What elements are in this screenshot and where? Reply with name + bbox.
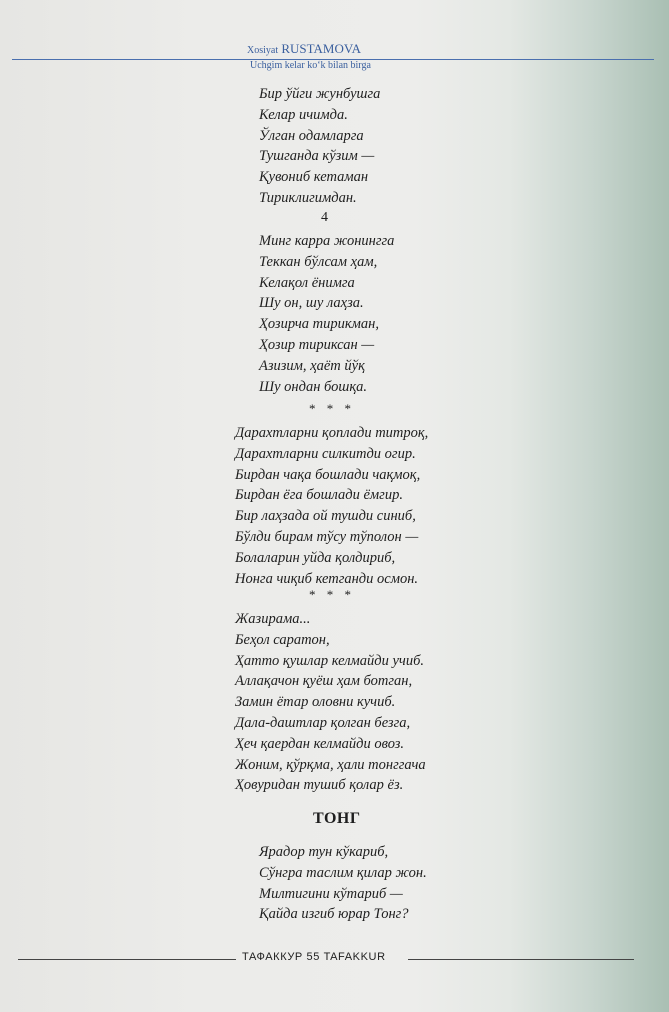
stanza-4 [235, 609, 426, 796]
section-number: 4 [321, 210, 328, 225]
stanza-3 [235, 423, 428, 589]
poem-line: Азизим, ҳаёт йўқ [259, 357, 365, 374]
poem-line: Дарахтларни қоплади титроқ, [235, 425, 429, 441]
poem-line: Ҳеч қаердан келмайди овоз. [235, 735, 405, 752]
poem-line: Аллақачон қуёш ҳам ботган, [235, 673, 413, 690]
poem-line: Тушганда кўзим — [259, 148, 375, 165]
poem-line: Болаларин уйда қолдириб, [235, 549, 396, 566]
poem-line: Жазирама... [235, 611, 311, 627]
poem-line: Беҳол саратон, [235, 631, 330, 648]
poem-line: Ҳозирча тирикман, [259, 316, 380, 333]
poem-line: Ярадор тун кўкариб, [259, 844, 389, 860]
poem-line: Ҳатто қушлар келмайди учиб. [235, 652, 425, 669]
footer-rule-right [408, 959, 634, 960]
poem-line: Бўлди бирам тўсу тўполон — [235, 528, 419, 545]
separator-asterisks: * * * [309, 401, 355, 416]
header-author-first: Xosiyat [247, 45, 279, 56]
header-subtitle: Uchgim kelar ko‘k bilan birga [250, 60, 371, 71]
poem-line: Замин ётар оловни кучиб. [235, 694, 396, 711]
poem-line: Нонга чиқиб кетганди осмон. [235, 570, 419, 587]
poem-line: Дала-даштлар қолган безга, [235, 714, 411, 731]
poem-line: Шу он, шу лаҳза. [259, 295, 364, 312]
poem-line: Дарахтларни силкитди огир. [235, 445, 416, 462]
stanza-2 [259, 231, 394, 397]
poem-line: Келар ичимда. [259, 106, 348, 123]
stanza-1 [259, 84, 380, 209]
poem-line: Ўлган одамларга [259, 127, 364, 144]
footer-rule-left [18, 959, 236, 960]
stanza-5 [259, 842, 427, 925]
poem-line: Келақол ёнимга [259, 274, 355, 291]
poem-line: Қайда изгиб юрар Тонг? [259, 906, 409, 923]
separator-asterisks: * * * [309, 587, 355, 602]
show-through-text [128, 135, 144, 209]
poem-line: Тириклигимдан. [259, 189, 357, 206]
poem-line: Бирдан ёга бошлади ёмгир. [235, 487, 403, 504]
poem-line: Ҳозир тириксан — [259, 336, 375, 353]
poem-line: Бирдан чақа бошлади чақмоқ, [235, 466, 421, 483]
page-footer [0, 951, 669, 967]
poem-line: Милтигини кўтариб — [259, 885, 403, 902]
poem-title: ТОНГ [313, 810, 361, 827]
poem-line: Минг карра жонингга [259, 233, 395, 249]
poem-line: Жоним, қўрқма, ҳали тонггача [235, 756, 426, 773]
footer-text: ТАФАККУР 55 TAFAKKUR [242, 951, 386, 963]
header-author [247, 41, 361, 57]
poem-line: Бир лаҳзада ой тушди синиб, [235, 508, 416, 525]
poem-line: Ҳовуридан тушиб қолар ёз. [235, 777, 404, 794]
poem-line: Бир ўйги жунбушга [259, 86, 381, 102]
poem-line: Сўнгра таслим қилар жон. [259, 864, 427, 881]
poem-line: Шу ондан бошқа. [259, 378, 367, 395]
poem-line: Қувониб кетаман [259, 169, 369, 186]
header-author-last: RUSTAMOVA [281, 41, 361, 56]
poem-line: Теккан бўлсам ҳам, [259, 253, 378, 270]
